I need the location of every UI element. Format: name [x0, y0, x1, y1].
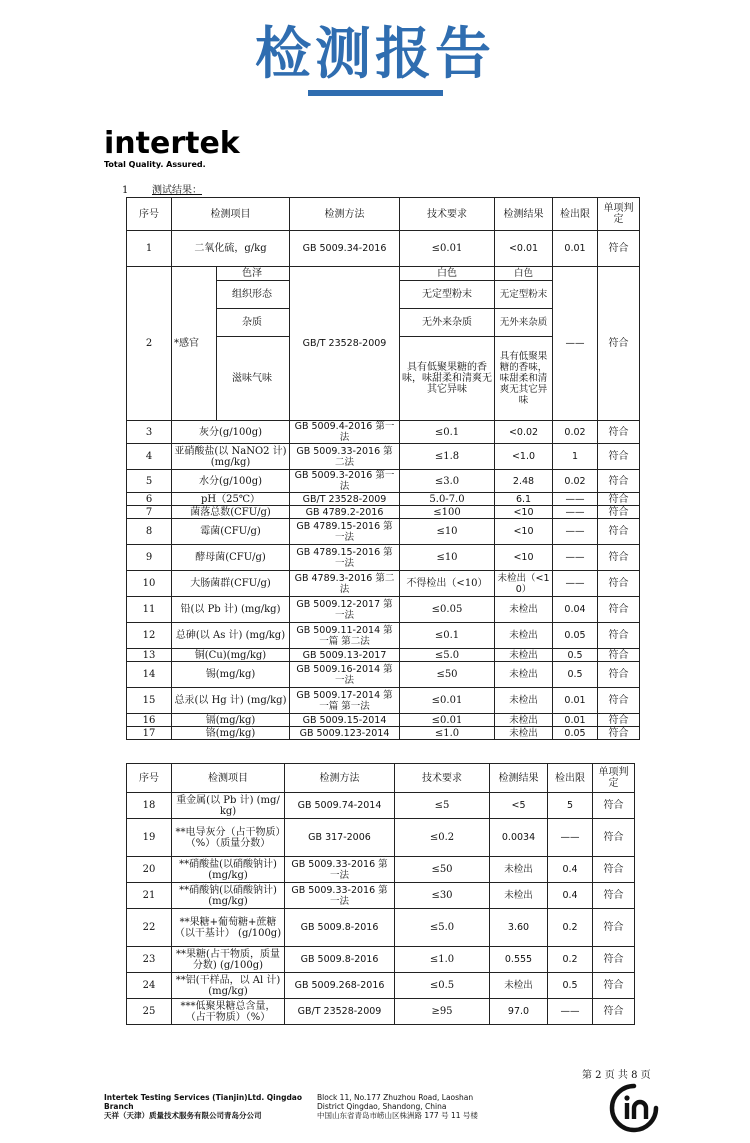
table-row: [127, 623, 640, 649]
cell-method: GB 5009.11-2014 第一篇 第二法: [290, 623, 400, 649]
cell-item: 铅(以 Pb 计) (mg/kg): [172, 597, 290, 623]
table-row: [127, 909, 635, 947]
cell-item: 铬(mg/kg): [172, 727, 290, 740]
cell-limit: 0.05: [553, 623, 598, 649]
cell-method: GB 5009.33-2016 第一法: [285, 857, 395, 883]
cell-limit: 0.4: [548, 857, 593, 883]
header-no: 序号: [127, 198, 172, 231]
cell-result: 未检出: [495, 662, 553, 688]
cell-requirement: ≤30: [395, 883, 490, 909]
cell-result: 0.0034: [490, 819, 548, 857]
cell-no: 6: [127, 493, 172, 506]
cell-item: 霉菌(CFU/g): [172, 519, 290, 545]
cell-limit: 0.4: [548, 883, 593, 909]
cell-verdict: 符合: [598, 662, 640, 688]
cell-item: 镉(mg/kg): [172, 714, 290, 727]
sensory-row: [127, 267, 640, 281]
cell-method: GB 5009.74-2014: [285, 793, 395, 819]
cell-item: **果糖(占干物质，质量分数) (g/100g): [172, 947, 285, 973]
cell-requirement: ≤3.0: [400, 470, 495, 493]
cell-no: 23: [127, 947, 172, 973]
cell-verdict: 符合: [598, 727, 640, 740]
table-row: [127, 597, 640, 623]
table-row: [127, 973, 635, 999]
cell-requirement: ≤50: [395, 857, 490, 883]
cell-item: 总汞(以 Hg 计) (mg/kg): [172, 688, 290, 714]
cell-method: GB 5009.33-2016 第二法: [290, 444, 400, 470]
cell-requirement: ≤0.01: [400, 688, 495, 714]
table-header-row: [127, 764, 635, 793]
header-limit: 检出限: [553, 198, 598, 231]
section-label: 测试结果：: [152, 185, 202, 196]
cell-no: 11: [127, 597, 172, 623]
cell-method: GB 5009.8-2016: [285, 909, 395, 947]
table-row: [127, 231, 640, 267]
cell-verdict: 符合: [598, 714, 640, 727]
cell-limit: ——: [548, 819, 593, 857]
cell-result: 97.0: [490, 999, 548, 1025]
cell-method: GB 5009.123-2014: [290, 727, 400, 740]
cell-method: GB 5009.13-2017: [290, 649, 400, 662]
cell-no: 16: [127, 714, 172, 727]
cell-verdict: 符合: [598, 688, 640, 714]
results-table-2: [126, 763, 635, 1025]
table-row: [127, 421, 640, 444]
cell-verdict: 符合: [593, 947, 635, 973]
cell-result: 无定型粉末: [495, 281, 553, 309]
intertek-logo: [104, 128, 240, 169]
cell-verdict: 符合: [593, 793, 635, 819]
cell-item: 重金属(以 Pb 计) (mg/kg): [172, 793, 285, 819]
cell-verdict: 符合: [598, 597, 640, 623]
cell-sub-item: 杂质: [217, 309, 290, 337]
cell-verdict: 符合: [593, 857, 635, 883]
cell-requirement: ≤5.0: [400, 649, 495, 662]
cell-result: <10: [495, 506, 553, 519]
cell-result: 未检出: [495, 688, 553, 714]
cell-no: 7: [127, 506, 172, 519]
footer-address-1: Block 11, No.177 Zhuzhou Road, Laoshan: [317, 1093, 474, 1102]
cell-limit: 0.2: [548, 909, 593, 947]
cell-verdict: 符合: [593, 909, 635, 947]
cell-no: 18: [127, 793, 172, 819]
cell-result: 具有低聚果糖的香味，味甜柔和清爽无其它异味: [495, 337, 553, 421]
cell-limit: ——: [553, 545, 598, 571]
cell-result: 白色: [495, 267, 553, 281]
cell-item: pH（25℃）: [172, 493, 290, 506]
cell-requirement: 白色: [400, 267, 495, 281]
cell-no: 2: [127, 267, 172, 421]
cell-limit: 0.04: [553, 597, 598, 623]
cell-no: 1: [127, 231, 172, 267]
cell-requirement: ≤0.05: [400, 597, 495, 623]
cell-result: 未检出: [495, 714, 553, 727]
cell-no: 19: [127, 819, 172, 857]
table-row: [127, 571, 640, 597]
cell-limit: 0.02: [553, 470, 598, 493]
cell-item: 大肠菌群(CFU/g): [172, 571, 290, 597]
table-row: [127, 444, 640, 470]
cell-result: 未检出: [495, 597, 553, 623]
cell-no: 24: [127, 973, 172, 999]
cell-method: GB 5009.12-2017 第一法: [290, 597, 400, 623]
header-result: 检测结果: [490, 764, 548, 793]
table-row: [127, 999, 635, 1025]
cell-no: 22: [127, 909, 172, 947]
cell-limit: ——: [553, 493, 598, 506]
cell-verdict: 符合: [598, 545, 640, 571]
cell-sub-item: 色泽: [217, 267, 290, 281]
cell-no: 5: [127, 470, 172, 493]
cell-limit: 0.01: [553, 688, 598, 714]
section-heading: [122, 181, 202, 196]
table-row: [127, 819, 635, 857]
header-requirement: 技术要求: [395, 764, 490, 793]
logo-tagline: Total Quality. Assured.: [104, 160, 206, 169]
cell-result: 未检出: [495, 649, 553, 662]
footer-address-cn: 中国山东省青岛市崂山区株洲路 177 号 11 号楼: [317, 1111, 478, 1120]
cell-limit: ——: [553, 571, 598, 597]
cell-requirement: ≤0.1: [400, 623, 495, 649]
footer-address-2: District Qingdao, Shandong, China: [317, 1102, 447, 1111]
table-row: [127, 857, 635, 883]
cell-requirement: 无定型粉末: [400, 281, 495, 309]
page-number: 第 2 页 共 8 页: [582, 1070, 651, 1081]
table-row: [127, 947, 635, 973]
cell-limit: 0.2: [548, 947, 593, 973]
cell-method: GB 5009.3-2016 第一法: [290, 470, 400, 493]
cell-item: **硝酸钠(以硝酸钠计) (mg/kg): [172, 883, 285, 909]
table-header-row: [127, 198, 640, 231]
cell-item: *感官: [172, 267, 217, 421]
cell-limit: 0.5: [548, 973, 593, 999]
cell-no: 15: [127, 688, 172, 714]
cell-no: 12: [127, 623, 172, 649]
cell-requirement: ≤1.0: [395, 947, 490, 973]
footer-address: [317, 1093, 478, 1120]
cell-method: GB 4789.3-2016 第二法: [290, 571, 400, 597]
cell-no: 9: [127, 545, 172, 571]
cell-verdict: 符合: [598, 421, 640, 444]
footer-company-en: Intertek Testing Services (Tianjin)Ltd. Qingdao: [104, 1093, 303, 1102]
header-result: 检测结果: [495, 198, 553, 231]
cell-result: 未检出: [490, 973, 548, 999]
cell-limit: 1: [553, 444, 598, 470]
cell-verdict: 符合: [593, 999, 635, 1025]
cell-requirement: ≥95: [395, 999, 490, 1025]
cell-requirement: ≤0.1: [400, 421, 495, 444]
cell-result: 6.1: [495, 493, 553, 506]
cell-result: <10: [495, 519, 553, 545]
results-table-1: [126, 197, 640, 740]
cell-no: 13: [127, 649, 172, 662]
table-row: [127, 506, 640, 519]
cell-no: 21: [127, 883, 172, 909]
cell-verdict: 符合: [598, 231, 640, 267]
cell-limit: 0.01: [553, 714, 598, 727]
cell-result: 2.48: [495, 470, 553, 493]
cell-result: <1.0: [495, 444, 553, 470]
cell-verdict: 符合: [593, 883, 635, 909]
cell-result: 未检出（<10）: [495, 571, 553, 597]
table-row: [127, 727, 640, 740]
cell-requirement: ≤50: [400, 662, 495, 688]
footer-company-cn: 天祥（天津）质量技术服务有限公司青岛分公司: [104, 1111, 262, 1120]
cell-result: 未检出: [495, 727, 553, 740]
section-number: 1: [122, 185, 129, 196]
cell-result: <5: [490, 793, 548, 819]
report-title: 检测报告: [255, 22, 495, 87]
cell-limit: 0.02: [553, 421, 598, 444]
cell-verdict: 符合: [598, 571, 640, 597]
cell-item: 总砷(以 As 计) (mg/kg): [172, 623, 290, 649]
table-row: [127, 688, 640, 714]
cell-method: GB 4789.2-2016: [290, 506, 400, 519]
table-row: [127, 883, 635, 909]
cell-requirement: ≤0.01: [400, 714, 495, 727]
table-row: [127, 649, 640, 662]
cell-no: 3: [127, 421, 172, 444]
cell-result: <10: [495, 545, 553, 571]
cell-no: 17: [127, 727, 172, 740]
cell-method: GB 5009.268-2016: [285, 973, 395, 999]
cell-limit: 0.5: [553, 662, 598, 688]
cell-limit: 0.01: [553, 231, 598, 267]
cell-no: 10: [127, 571, 172, 597]
cell-limit: ——: [553, 506, 598, 519]
footer-company-en-2: Branch: [104, 1102, 134, 1111]
cell-item: 灰分(g/100g): [172, 421, 290, 444]
header-method: 检测方法: [285, 764, 395, 793]
cell-limit: 0.05: [553, 727, 598, 740]
cell-verdict: 符合: [598, 444, 640, 470]
cell-verdict: 符合: [593, 819, 635, 857]
cell-sub-item: 组织形态: [217, 281, 290, 309]
header-verdict: 单项判定: [593, 764, 635, 793]
cell-no: 4: [127, 444, 172, 470]
cell-sub-item: 滋味气味: [217, 337, 290, 421]
cell-requirement: ≤10: [400, 545, 495, 571]
cell-no: 25: [127, 999, 172, 1025]
intertek-in-logo-icon: [608, 1082, 660, 1134]
cell-method: GB/T 23528-2009: [290, 267, 400, 421]
cell-item: **铝(干样品，以 Al 计)(mg/kg): [172, 973, 285, 999]
cell-requirement: ≤0.2: [395, 819, 490, 857]
table-row: [127, 545, 640, 571]
cell-result: <0.01: [495, 231, 553, 267]
cell-no: 20: [127, 857, 172, 883]
cell-requirement: ≤1.0: [400, 727, 495, 740]
cell-method: GB 4789.15-2016 第一法: [290, 519, 400, 545]
cell-limit: 5: [548, 793, 593, 819]
cell-result: 未检出: [490, 883, 548, 909]
logo-wordmark: intertek: [104, 126, 240, 161]
cell-item: **硝酸盐(以硝酸钠计) (mg/kg): [172, 857, 285, 883]
cell-limit: ——: [553, 267, 598, 421]
cell-method: GB 5009.15-2014: [290, 714, 400, 727]
cell-requirement: 无外来杂质: [400, 309, 495, 337]
cell-requirement: 具有低聚果糖的香味，味甜柔和清爽无其它异味: [400, 337, 495, 421]
table-row: [127, 519, 640, 545]
cell-method: GB 5009.16-2014 第一法: [290, 662, 400, 688]
cell-result: <0.02: [495, 421, 553, 444]
cell-item: 锡(mg/kg): [172, 662, 290, 688]
footer-company: [104, 1093, 302, 1120]
cell-method: GB 4789.15-2016 第一法: [290, 545, 400, 571]
header-method: 检测方法: [290, 198, 400, 231]
cell-verdict: 符合: [598, 623, 640, 649]
cell-requirement: ≤100: [400, 506, 495, 519]
cell-result: 无外来杂质: [495, 309, 553, 337]
cell-limit: ——: [548, 999, 593, 1025]
cell-verdict: 符合: [598, 267, 640, 421]
cell-verdict: 符合: [598, 506, 640, 519]
cell-verdict: 符合: [593, 973, 635, 999]
cell-method: GB/T 23528-2009: [285, 999, 395, 1025]
header-verdict: 单项判定: [598, 198, 640, 231]
header-limit: 检出限: [548, 764, 593, 793]
cell-item: 铜(Cu)(mg/kg): [172, 649, 290, 662]
cell-requirement: ≤10: [400, 519, 495, 545]
cell-verdict: 符合: [598, 493, 640, 506]
header-requirement: 技术要求: [400, 198, 495, 231]
cell-requirement: ≤5.0: [395, 909, 490, 947]
cell-method: GB 5009.4-2016 第一法: [290, 421, 400, 444]
cell-method: GB 5009.8-2016: [285, 947, 395, 973]
cell-verdict: 符合: [598, 519, 640, 545]
table-row: [127, 714, 640, 727]
cell-requirement: 5.0-7.0: [400, 493, 495, 506]
table-row: [127, 470, 640, 493]
cell-limit: 0.5: [553, 649, 598, 662]
title-underline: [308, 90, 443, 96]
table-row: [127, 493, 640, 506]
cell-no: 8: [127, 519, 172, 545]
cell-item: 酵母菌(CFU/g): [172, 545, 290, 571]
cell-verdict: 符合: [598, 470, 640, 493]
cell-requirement: 不得检出（<10）: [400, 571, 495, 597]
cell-method: GB/T 23528-2009: [290, 493, 400, 506]
cell-verdict: 符合: [598, 649, 640, 662]
cell-no: 14: [127, 662, 172, 688]
cell-limit: ——: [553, 519, 598, 545]
header-item: 检测项目: [172, 764, 285, 793]
cell-result: 0.555: [490, 947, 548, 973]
cell-requirement: ≤0.01: [400, 231, 495, 267]
table-row: [127, 793, 635, 819]
cell-item: 菌落总数(CFU/g): [172, 506, 290, 519]
cell-result: 3.60: [490, 909, 548, 947]
cell-item: 二氧化硫，g/kg: [172, 231, 290, 267]
cell-item: 亚硝酸盐(以 NaNO2 计)(mg/kg): [172, 444, 290, 470]
cell-method: GB 5009.33-2016 第一法: [285, 883, 395, 909]
cell-requirement: ≤1.8: [400, 444, 495, 470]
cell-requirement: ≤5: [395, 793, 490, 819]
cell-item: ***低聚果糖总含量，（占干物质）（%）: [172, 999, 285, 1025]
cell-method: GB 5009.17-2014 第一篇 第一法: [290, 688, 400, 714]
cell-item: **果糖+葡萄糖+蔗糖（以干基计） (g/100g): [172, 909, 285, 947]
cell-item: 水分(g/100g): [172, 470, 290, 493]
header-no: 序号: [127, 764, 172, 793]
header-item: 检测项目: [172, 198, 290, 231]
report-banner: [0, 0, 750, 110]
cell-result: 未检出: [490, 857, 548, 883]
table-row: [127, 662, 640, 688]
cell-result: 未检出: [495, 623, 553, 649]
cell-method: GB 317-2006: [285, 819, 395, 857]
cell-requirement: ≤0.5: [395, 973, 490, 999]
cell-item: **电导灰分（占干物质）（%）（质量分数）: [172, 819, 285, 857]
cell-method: GB 5009.34-2016: [290, 231, 400, 267]
